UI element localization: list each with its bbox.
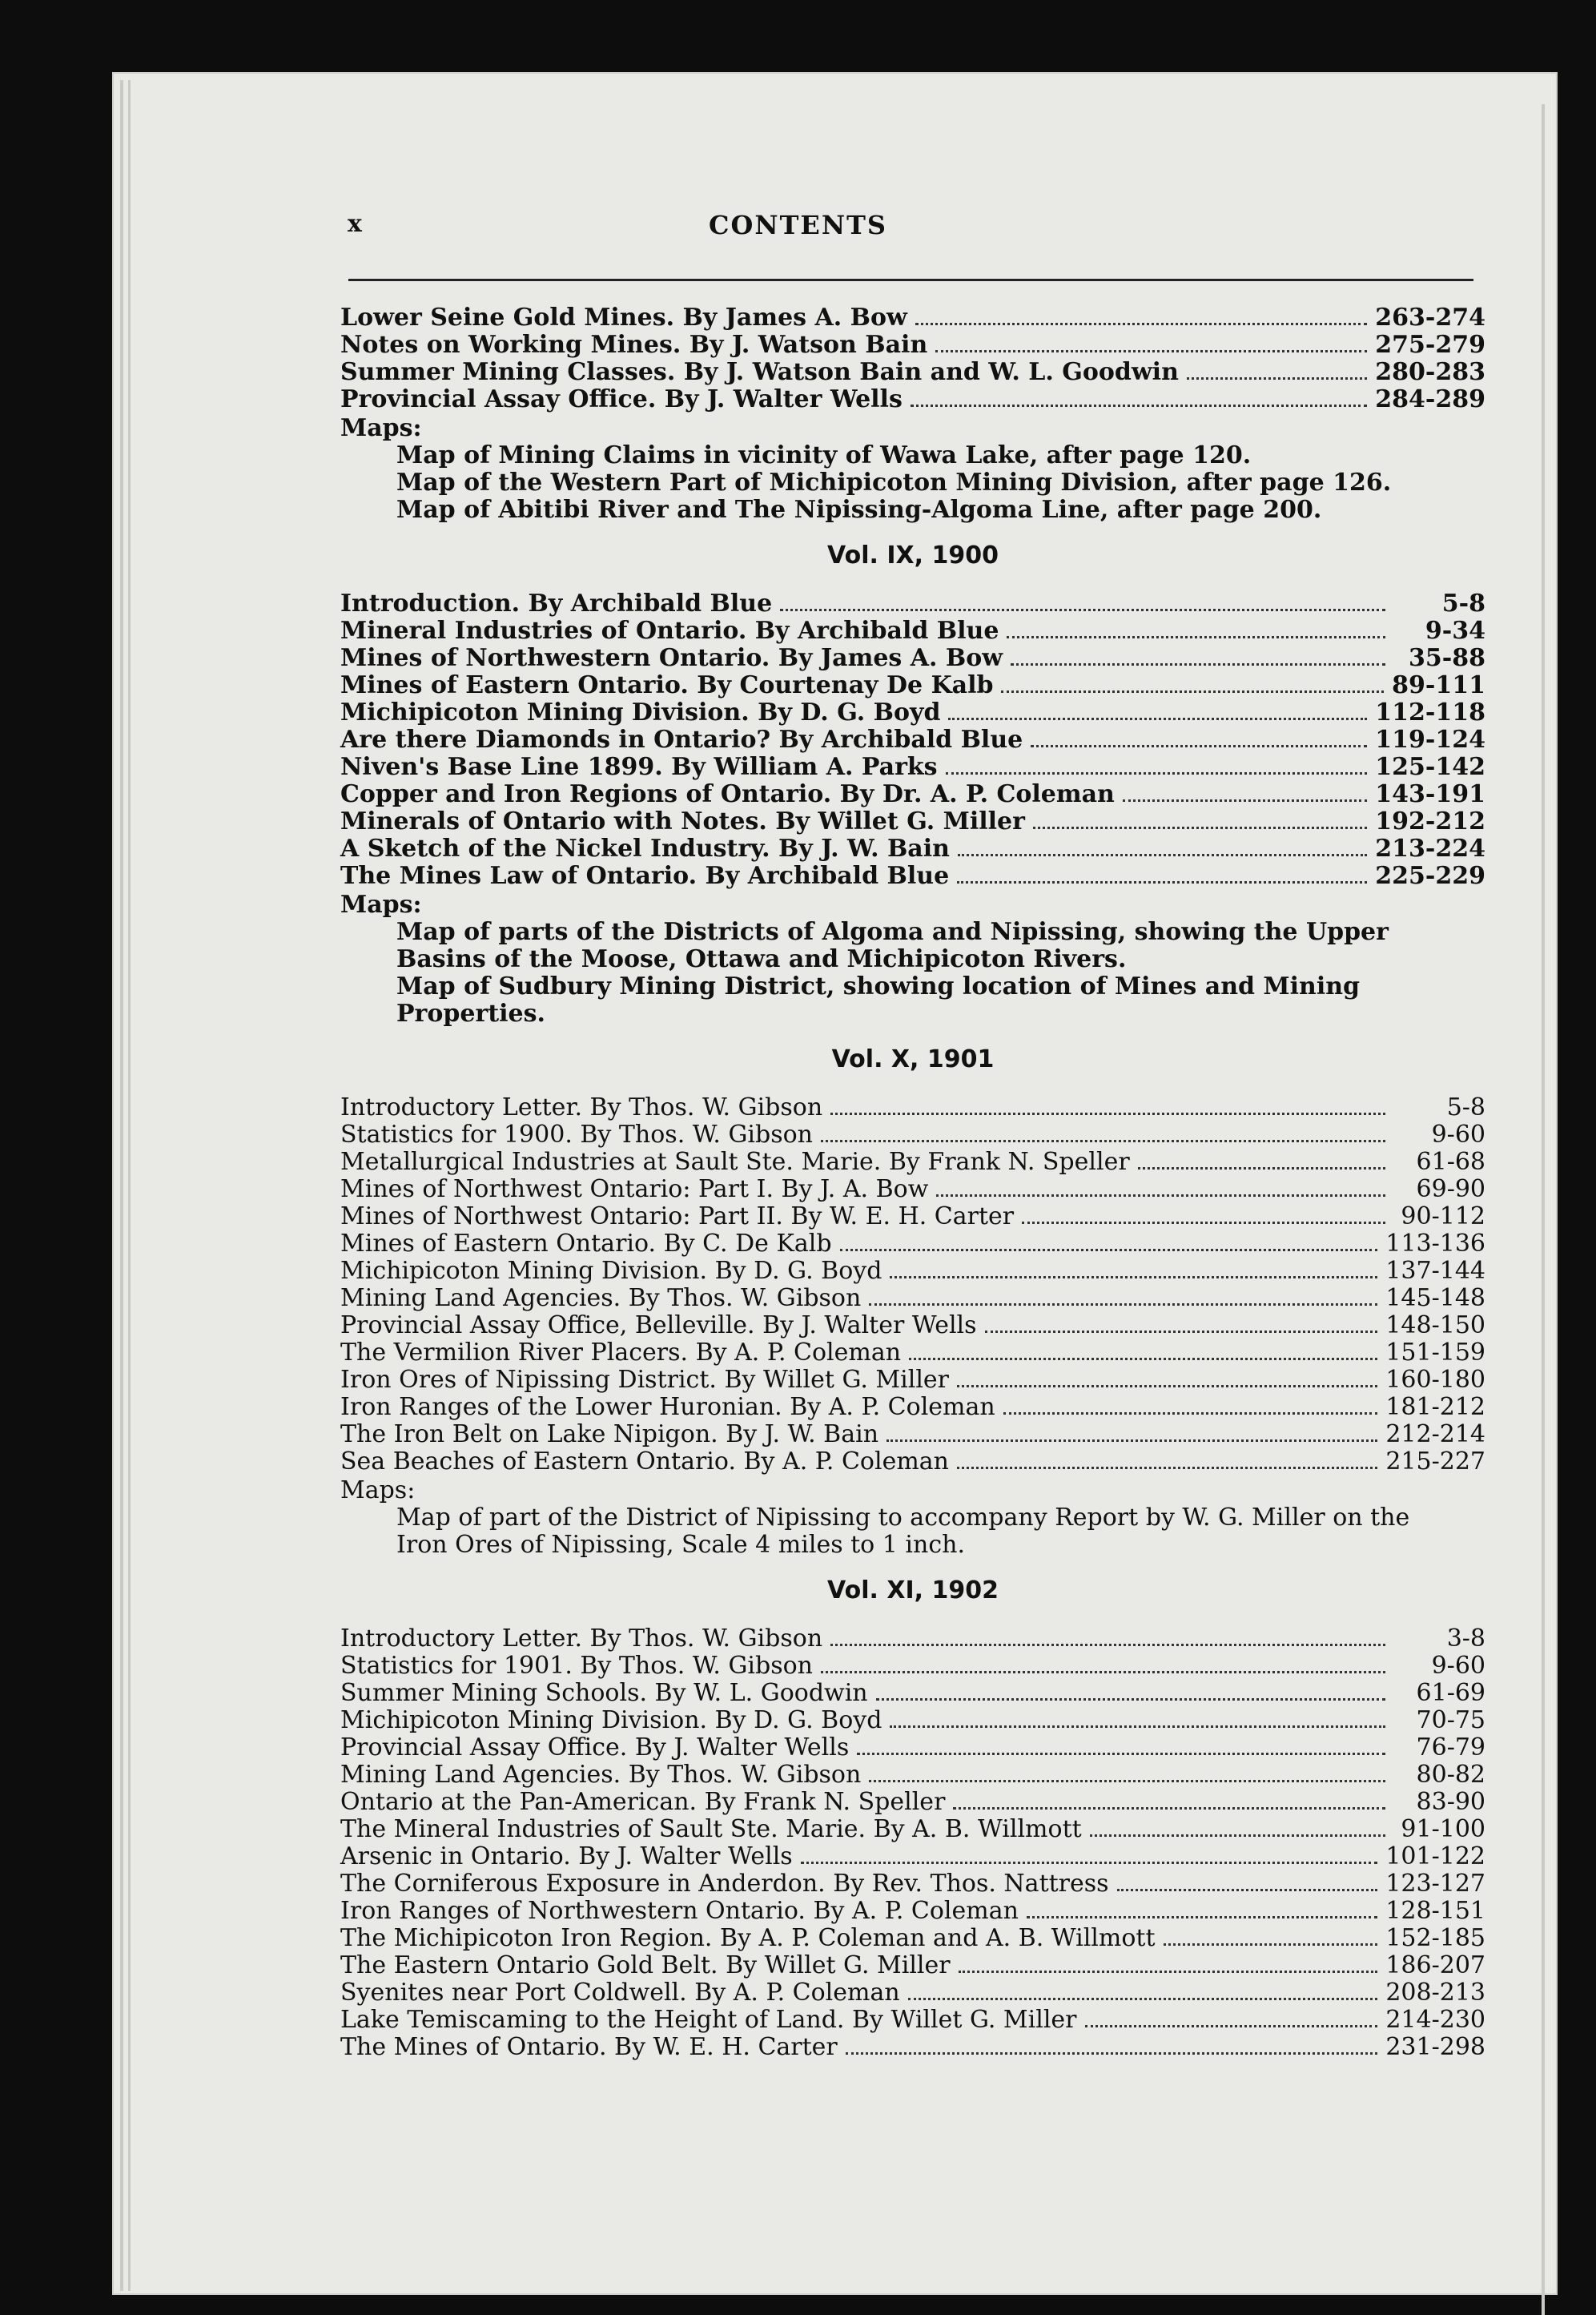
entry-pages: 212-214: [1385, 1420, 1485, 1448]
entry-title: Statistics for 1901. By Thos. W. Gibson: [340, 1652, 813, 1680]
entry-pages: 112-118: [1375, 699, 1485, 727]
entry-pages: 5-8: [1446, 1093, 1485, 1121]
dot-leader: [958, 854, 1367, 856]
entry-title: Mineral Industries of Ontario. By Archibald Blue: [340, 617, 999, 645]
toc-entry: [340, 1121, 1485, 1149]
entry-pages: 181-212: [1385, 1393, 1485, 1421]
toc-entry: [340, 1680, 1485, 1707]
dot-leader: [957, 1385, 1377, 1387]
entry-pages: 89-111: [1392, 671, 1485, 699]
entry-pages: 9-60: [1431, 1652, 1485, 1680]
entry-title: Statistics for 1900. By Thos. W. Gibson: [340, 1121, 813, 1149]
entry-title: Introductory Letter. By Thos. W. Gibson: [340, 1625, 823, 1653]
dot-leader: [1022, 1222, 1385, 1224]
toc-entry: [340, 1870, 1485, 1898]
dot-leader: [957, 881, 1367, 884]
toc-entry: [340, 645, 1485, 672]
toc-entry: [340, 2034, 1485, 2061]
entry-title: The Corniferous Exposure in Anderdon. By Rev. Thos. Nattress: [340, 1870, 1109, 1898]
entry-title: Lower Seine Gold Mines. By James A. Bow: [340, 304, 907, 332]
dot-leader: [957, 1467, 1377, 1469]
dot-leader: [946, 772, 1368, 775]
page-edge: [1542, 104, 1545, 2315]
entry-pages: 9-34: [1425, 617, 1485, 645]
maps-label: Maps:: [340, 414, 422, 442]
dot-leader: [985, 1331, 1378, 1333]
entry-title: Syenites near Port Coldwell. By A. P. Coleman: [340, 1979, 900, 2007]
entry-title: Introduction. By Archibald Blue: [340, 590, 773, 618]
dot-leader: [1187, 377, 1367, 380]
map-entry: Map of part of the District of Nipissing to accompany Report by W. G. Miller on the Iron Ores of Nipissing, Scale 4 miles to 1 inch.: [396, 1504, 1410, 1559]
dot-leader: [915, 323, 1367, 325]
toc-entry: [340, 618, 1485, 645]
entry-title: Iron Ores of Nipissing District. By Willet G. Miller: [340, 1366, 950, 1394]
entry-title: Arsenic in Ontario. By J. Walter Wells: [340, 1842, 793, 1870]
dot-leader: [935, 350, 1367, 352]
entry-pages: 3-8: [1446, 1625, 1485, 1653]
dot-leader: [846, 2052, 1378, 2055]
entry-title: Mines of Northwestern Ontario. By James A. Bow: [340, 644, 1003, 672]
dot-leader: [857, 1753, 1385, 1755]
toc-entry: [340, 386, 1485, 413]
entry-title: Lake Temiscaming to the Height of Land. By Willet G. Miller: [340, 2006, 1077, 2034]
dot-leader: [909, 1358, 1377, 1360]
entry-pages: 284-289: [1375, 385, 1485, 413]
entry-title: Mining Land Agencies. By Thos. W. Gibson: [340, 1761, 862, 1789]
dot-leader: [869, 1780, 1385, 1782]
toc-entry: [340, 1448, 1485, 1476]
toc-entry: [340, 781, 1485, 808]
entry-title: The Mines of Ontario. By W. E. H. Carter: [340, 2033, 838, 2061]
entry-pages: 145-148: [1385, 1284, 1485, 1312]
entry-title: The Michipicoton Iron Region. By A. P. Coleman and A. B. Willmott: [340, 1924, 1156, 1952]
dot-leader: [830, 1113, 1385, 1115]
toc-entry: [340, 359, 1485, 386]
entry-pages: 143-191: [1375, 780, 1485, 808]
dot-leader: [1123, 799, 1367, 802]
entry-title: Michipicoton Mining Division. By D. G. Boyd: [340, 699, 941, 727]
dot-leader: [1138, 1167, 1385, 1170]
entry-pages: 119-124: [1375, 726, 1485, 754]
section-vol-ix: [340, 542, 1485, 1028]
dot-leader: [780, 609, 1385, 611]
toc-entry: [340, 699, 1485, 727]
maps-label: Maps:: [340, 891, 422, 919]
entry-pages: 80-82: [1416, 1761, 1485, 1789]
dot-leader: [801, 1862, 1378, 1864]
toc-entry: [340, 1203, 1485, 1230]
entry-pages: 137-144: [1385, 1257, 1485, 1285]
entry-pages: 275-279: [1375, 331, 1485, 359]
page-number: x: [348, 210, 362, 238]
entry-pages: 214-230: [1385, 2006, 1485, 2034]
toc-entry: [340, 1625, 1485, 1653]
entry-title: The Vermilion River Placers. By A. P. Coleman: [340, 1339, 902, 1367]
dot-leader: [840, 1249, 1378, 1251]
toc-entry: [340, 1312, 1485, 1339]
entry-title: The Eastern Ontario Gold Belt. By Willet G. Miller: [340, 1951, 951, 1979]
dot-leader: [1003, 1412, 1378, 1415]
entry-title: A Sketch of the Nickel Industry. By J. W. Bain: [340, 835, 950, 863]
entry-title: Mines of Northwest Ontario: Part II. By W. E. H. Carter: [340, 1202, 1015, 1230]
toc-entry: [340, 1816, 1485, 1843]
entry-pages: 192-212: [1375, 807, 1485, 835]
entry-pages: 61-68: [1416, 1148, 1485, 1176]
toc-entry: [340, 835, 1485, 863]
entry-title: The Mines Law of Ontario. By Archibald Blue: [340, 862, 950, 890]
dot-leader: [953, 1807, 1385, 1810]
toc-entry: [340, 1258, 1485, 1285]
dot-leader: [1090, 1834, 1385, 1837]
entry-title: Copper and Iron Regions of Ontario. By Dr. A. P. Coleman: [340, 780, 1115, 808]
dot-leader: [1117, 1889, 1378, 1891]
entry-pages: 151-159: [1385, 1339, 1485, 1367]
toc-entry: [340, 2007, 1485, 2034]
entry-pages: 113-136: [1385, 1230, 1485, 1258]
entry-pages: 69-90: [1416, 1175, 1485, 1203]
toc-entry: [340, 304, 1485, 332]
toc-entry: [340, 1707, 1485, 1734]
entry-title: Provincial Assay Office, Belleville. By J. Walter Wells: [340, 1311, 977, 1339]
toc-entry: [340, 1230, 1485, 1258]
entry-pages: 160-180: [1385, 1366, 1485, 1394]
entry-title: Mining Land Agencies. By Thos. W. Gibson: [340, 1284, 862, 1312]
toc-entry: [340, 590, 1485, 618]
volume-heading: Vol. X, 1901: [831, 1045, 995, 1073]
entry-pages: 280-283: [1375, 358, 1485, 386]
dot-leader: [908, 1998, 1378, 2000]
dot-leader: [869, 1303, 1377, 1306]
entry-pages: 5-8: [1441, 590, 1485, 618]
dot-leader: [959, 1971, 1378, 1973]
dot-leader: [821, 1140, 1385, 1142]
entry-pages: 101-122: [1385, 1842, 1485, 1870]
dot-leader: [1085, 2025, 1378, 2027]
toc-entry: [340, 808, 1485, 835]
page-edge: [128, 80, 131, 2291]
entry-title: The Mineral Industries of Sault Ste. Marie. By A. B. Willmott: [340, 1815, 1082, 1843]
entry-pages: 225-229: [1375, 862, 1485, 890]
toc-entry: [340, 1898, 1485, 1925]
toc-entry: [340, 1285, 1485, 1312]
dot-leader: [911, 405, 1367, 407]
dot-leader: [886, 1439, 1377, 1442]
toc-entry: [340, 1789, 1485, 1816]
toc-entry: [340, 1979, 1485, 2007]
entry-pages: 83-90: [1416, 1788, 1485, 1816]
contents-list: [340, 304, 1485, 2079]
maps-label: Maps:: [340, 1476, 416, 1504]
dot-leader: [1027, 1916, 1377, 1918]
entry-title: Mines of Eastern Ontario. By Courtenay De Kalb: [340, 671, 994, 699]
toc-entry: [340, 863, 1485, 890]
toc-entry: [340, 1339, 1485, 1367]
entry-title: Are there Diamonds in Ontario? By Archibald Blue: [340, 726, 1023, 754]
entry-pages: 76-79: [1416, 1733, 1485, 1761]
entry-title: Iron Ranges of Northwestern Ontario. By A. P. Coleman: [340, 1897, 1019, 1925]
toc-entry: [340, 1653, 1485, 1680]
volume-heading: Vol. IX, 1900: [827, 542, 999, 570]
entry-title: Provincial Assay Office. By J. Walter Wells: [340, 1733, 850, 1761]
entry-title: Sea Beaches of Eastern Ontario. By A. P. Coleman: [340, 1447, 949, 1476]
entry-title: Provincial Assay Office. By J. Walter Wells: [340, 385, 903, 413]
volume-heading: Vol. XI, 1902: [827, 1576, 999, 1604]
toc-entry: [340, 1734, 1485, 1761]
dot-leader: [890, 1276, 1377, 1278]
toc-entry: [340, 1394, 1485, 1421]
entry-pages: 125-142: [1375, 753, 1485, 781]
map-entry: Map of Abitibi River and The Nipissing-Algoma Line, after page 200.: [396, 496, 1322, 524]
section-continued: [340, 304, 1485, 524]
entry-pages: 152-185: [1385, 1924, 1485, 1952]
toc-entry: [340, 1367, 1485, 1394]
entry-title: The Iron Belt on Lake Nipigon. By J. W. Bain: [340, 1420, 879, 1448]
entry-pages: 61-69: [1416, 1679, 1485, 1707]
entry-pages: 148-150: [1385, 1311, 1485, 1339]
entry-pages: 35-88: [1409, 644, 1485, 672]
toc-entry: [340, 1761, 1485, 1789]
dot-leader: [936, 1194, 1385, 1197]
entry-title: Notes on Working Mines. By J. Watson Bain: [340, 331, 928, 359]
dot-leader: [1011, 663, 1385, 666]
entry-pages: 263-274: [1375, 304, 1485, 332]
entry-pages: 91-100: [1401, 1815, 1485, 1843]
toc-entry: [340, 1925, 1485, 1952]
dot-leader: [1001, 690, 1384, 693]
section-vol-x: [340, 1045, 1485, 1559]
entry-title: Introductory Letter. By Thos. W. Gibson: [340, 1093, 823, 1121]
entry-pages: 213-224: [1375, 835, 1485, 863]
entry-pages: 123-127: [1385, 1870, 1485, 1898]
toc-entry: [340, 727, 1485, 754]
dot-leader: [1031, 745, 1367, 747]
entry-title: Niven's Base Line 1899. By William A. Parks: [340, 753, 938, 781]
entry-title: Michipicoton Mining Division. By D. G. Boyd: [340, 1257, 882, 1285]
entry-title: Michipicoton Mining Division. By D. G. Boyd: [340, 1706, 882, 1734]
section-vol-xi: [340, 1576, 1485, 2061]
dot-leader: [1033, 827, 1367, 829]
dot-leader: [1164, 1943, 1378, 1946]
entry-title: Mines of Northwest Ontario: Part I. By J. A. Bow: [340, 1175, 929, 1203]
map-entry: Map of Mining Claims in vicinity of Wawa Lake, after page 120.: [396, 441, 1252, 469]
page-edge: [120, 80, 123, 2291]
map-entry: Map of the Western Part of Michipicoton Mining Division, after page 126.: [396, 469, 1392, 497]
header-rule: [348, 279, 1473, 281]
entry-pages: 208-213: [1385, 1979, 1485, 2007]
entry-title: Mines of Eastern Ontario. By C. De Kalb: [340, 1230, 832, 1258]
toc-entry: [340, 1843, 1485, 1870]
entry-title: Ontario at the Pan-American. By Frank N. Speller: [340, 1788, 946, 1816]
dot-leader: [948, 718, 1367, 720]
map-entry: Map of parts of the Districts of Algoma and Nipissing, showing the Upper Basins of the Moose, Ottawa and Michipicoton Rivers.: [396, 918, 1389, 973]
toc-entry: [340, 1421, 1485, 1448]
entry-title: Metallurgical Industries at Sault Ste. Marie. By Frank N. Speller: [340, 1148, 1130, 1176]
entry-pages: 70-75: [1416, 1706, 1485, 1734]
toc-entry: [340, 1094, 1485, 1121]
toc-entry: [340, 672, 1485, 699]
map-entry: Map of Sudbury Mining District, showing location of Mines and Mining Properties.: [396, 972, 1361, 1028]
toc-entry: [340, 1176, 1485, 1203]
entry-title: Minerals of Ontario with Notes. By Willet G. Miller: [340, 807, 1025, 835]
toc-entry: [340, 754, 1485, 781]
entry-pages: 215-227: [1385, 1447, 1485, 1476]
dot-leader: [821, 1671, 1385, 1673]
entry-title: Summer Mining Schools. By W. L. Goodwin: [340, 1679, 868, 1707]
entry-title: Iron Ranges of the Lower Huronian. By A. P. Coleman: [340, 1393, 995, 1421]
dot-leader: [1007, 636, 1385, 638]
dot-leader: [830, 1644, 1385, 1646]
dot-leader: [890, 1725, 1385, 1728]
toc-entry: [340, 332, 1485, 359]
entry-title: Summer Mining Classes. By J. Watson Bain and W. L. Goodwin: [340, 358, 1179, 386]
page-title: CONTENTS: [709, 210, 887, 240]
toc-entry: [340, 1952, 1485, 1979]
entry-pages: 90-112: [1401, 1202, 1485, 1230]
entry-pages: 128-151: [1385, 1897, 1485, 1925]
toc-entry: [340, 1149, 1485, 1176]
entry-pages: 186-207: [1385, 1951, 1485, 1979]
entry-pages: 9-60: [1431, 1121, 1485, 1149]
dot-leader: [876, 1698, 1385, 1701]
entry-pages: 231-298: [1385, 2033, 1485, 2061]
